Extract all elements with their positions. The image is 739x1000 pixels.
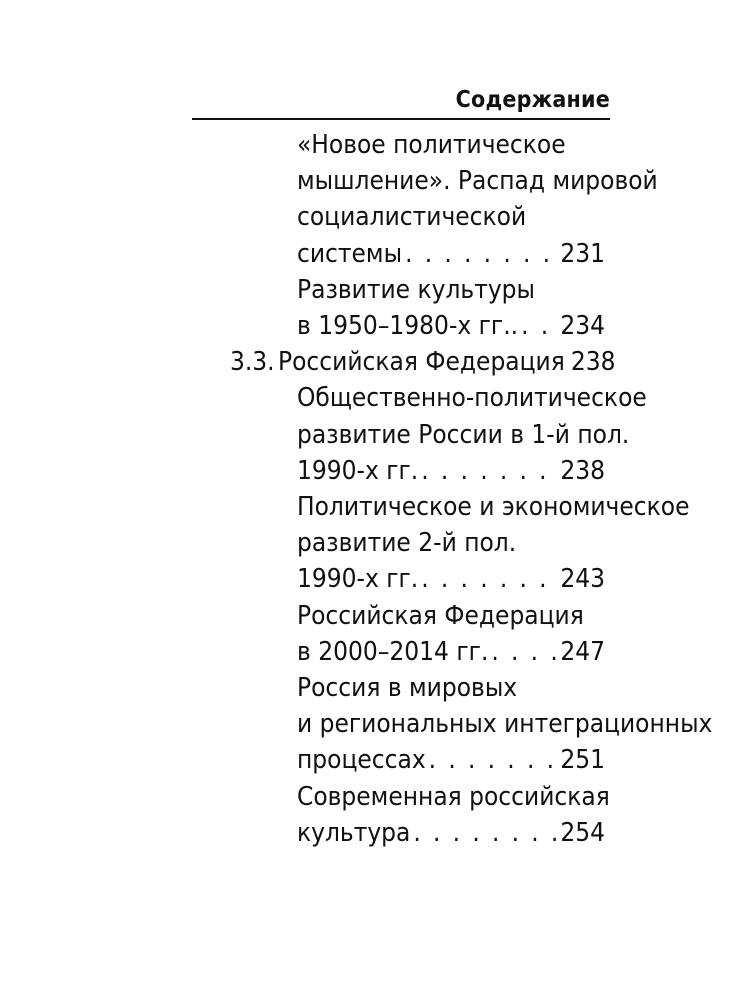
toc-entry-text: процессах xyxy=(297,745,426,776)
toc-entry-text: Российская Федерация xyxy=(278,347,565,378)
toc-page-number: 247 xyxy=(560,636,605,667)
toc-page-number: 234 xyxy=(560,311,605,342)
dot-leader xyxy=(421,561,557,597)
toc-entry-text: Современная российская xyxy=(297,781,610,812)
dot-leader xyxy=(405,236,557,272)
toc-page-number: 238 xyxy=(560,455,605,486)
toc-entry-text: развитие 2-й пол. xyxy=(297,528,517,559)
toc-entry-text: Россия в мировых xyxy=(297,673,518,704)
toc-entry-text: Российская Федерация xyxy=(297,600,584,631)
toc-entry-text: мышление». Распад мировой xyxy=(297,166,658,197)
toc-entry-last-line xyxy=(297,561,605,597)
toc-entry xyxy=(230,598,605,670)
toc-entry-last-line xyxy=(297,815,605,851)
toc-page-number: 251 xyxy=(560,745,605,776)
table-of-contents xyxy=(230,127,713,851)
toc-entry-last-line xyxy=(297,453,605,489)
toc-entry-text: Развитие культуры xyxy=(297,274,535,305)
toc-entry-text: социалистической xyxy=(297,202,527,233)
toc-entry-text: системы xyxy=(297,238,403,269)
toc-page-number: 231 xyxy=(560,238,605,269)
dot-leader xyxy=(491,634,557,670)
toc-entry-text: «Новое политическое xyxy=(297,130,566,160)
toc-entry-last-line xyxy=(297,236,605,272)
toc-entry-text: развитие России в 1-й пол. xyxy=(297,419,630,450)
toc-section-entry xyxy=(230,344,616,380)
toc-entry-text: Общественно-политическое xyxy=(297,383,647,414)
toc-entry-text: культура xyxy=(297,817,411,848)
toc-entry xyxy=(230,272,605,344)
toc-entry-text: и региональных интеграционных xyxy=(297,709,713,740)
toc-page-number: 238 xyxy=(570,347,616,378)
dot-leader xyxy=(429,742,558,778)
toc-entry-last-line xyxy=(297,742,605,778)
dot-leader xyxy=(521,308,557,344)
toc-entry-last-line xyxy=(297,308,605,344)
toc-page-number: 243 xyxy=(560,564,605,595)
toc-page-number: 254 xyxy=(560,817,605,848)
toc-entry-text: 1990-х гг. xyxy=(297,564,419,595)
section-number: 3.3. xyxy=(230,347,275,378)
toc-entry xyxy=(230,670,713,779)
toc-entry xyxy=(230,779,610,851)
toc-entry xyxy=(230,380,647,489)
header-rule xyxy=(192,118,610,120)
toc-entry-last-line xyxy=(230,344,616,380)
dot-leader xyxy=(421,453,557,489)
running-header-title: Содержание xyxy=(455,87,610,113)
toc-entry xyxy=(230,127,658,272)
toc-entry-text: в 2000–2014 гг. xyxy=(297,636,489,667)
toc-entry-text: в 1950–1980-х гг.. xyxy=(297,311,519,342)
toc-entry-text: 1990-х гг. xyxy=(297,455,419,486)
toc-entry-text: Политическое и экономическое xyxy=(297,492,690,523)
toc-entry xyxy=(230,489,690,598)
toc-entry-last-line xyxy=(297,634,605,670)
dot-leader xyxy=(413,815,557,851)
